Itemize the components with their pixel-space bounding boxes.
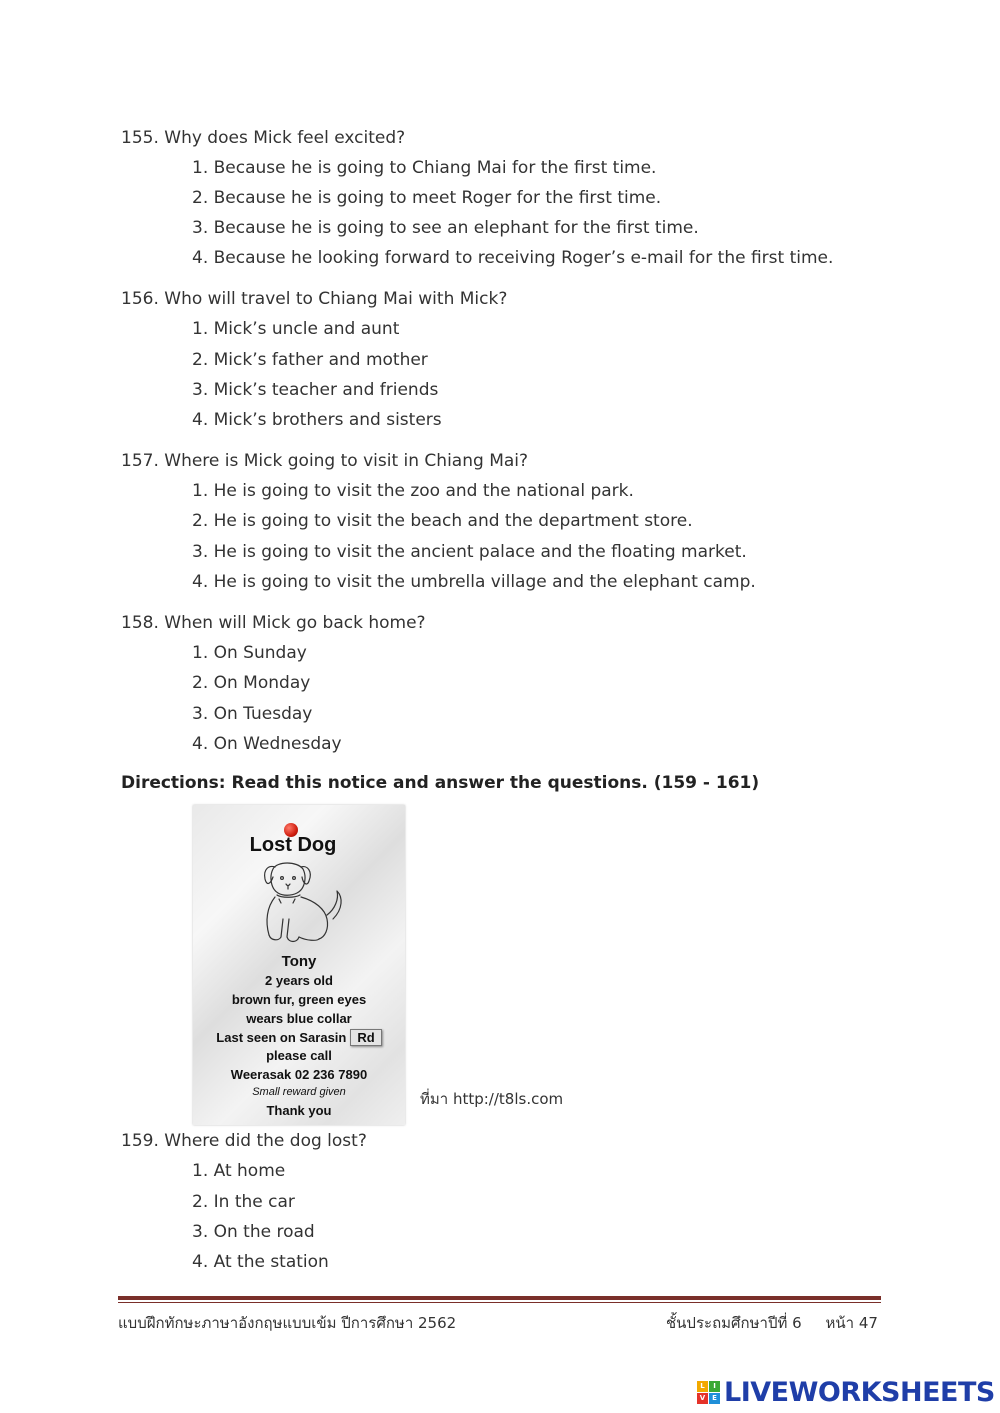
liveworksheets-brand xyxy=(697,1376,995,1408)
q158-option-2: 2. On Monday xyxy=(192,673,311,693)
q159-option-2: 2. In the car xyxy=(192,1192,295,1212)
brand-name: LIVEWORKSHEETS xyxy=(724,1376,995,1408)
liveworksheets-logo-icon xyxy=(697,1381,720,1404)
directions: Directions: Read this notice and answer the questions. (159 - 161) xyxy=(121,773,760,793)
q157-option-1: 1. He is going to visit the zoo and the national park. xyxy=(192,481,634,501)
q158-option-1: 1. On Sunday xyxy=(192,643,307,663)
dog-age: 2 years old xyxy=(265,973,333,988)
footer-divider-thin xyxy=(118,1302,881,1303)
last-seen-text: Last seen on Sarasin xyxy=(216,1030,347,1045)
notice-title: Lost Dog xyxy=(249,834,337,856)
question-157: 157. Where is Mick going to visit in Chiang Mai? xyxy=(121,451,529,471)
q158-option-3: 3. On Tuesday xyxy=(192,704,313,724)
q156-option-3: 3. Mick’s teacher and friends xyxy=(192,380,439,400)
q156-option-1: 1. Mick’s uncle and aunt xyxy=(192,319,400,339)
dog-drawing-icon xyxy=(253,859,353,949)
q155-option-3: 3. Because he is going to see an elephant for the first time. xyxy=(192,218,699,238)
footer-title: แบบฝึกทักษะภาษาอังกฤษแบบเข้ม ปีการศึกษา 2562 xyxy=(118,1314,457,1332)
last-seen-line xyxy=(193,1029,405,1046)
question-159: 159. Where did the dog lost? xyxy=(121,1131,367,1151)
footer-divider xyxy=(118,1296,881,1300)
question-155: 155. Why does Mick feel excited? xyxy=(121,128,406,148)
footer-page-info: ชั้นประถมศึกษาปีที่ 6 หน้า 47 xyxy=(666,1314,878,1332)
contact-info: Weerasak 02 236 7890 xyxy=(230,1067,368,1082)
thank-you: Thank you xyxy=(266,1103,332,1118)
q155-option-4: 4. Because he looking forward to receiving Roger’s e-mail for the first time. xyxy=(192,248,834,268)
q157-option-2: 2. He is going to visit the beach and the department store. xyxy=(192,511,693,531)
q159-option-1: 1. At home xyxy=(192,1161,286,1181)
dog-name: Tony xyxy=(281,953,317,970)
question-158: 158. When will Mick go back home? xyxy=(121,613,426,633)
q156-option-4: 4. Mick’s brothers and sisters xyxy=(192,410,442,430)
q157-option-3: 3. He is going to visit the ancient palace and the floating market. xyxy=(192,542,747,562)
road-label: Rd xyxy=(350,1029,381,1046)
q157-option-4: 4. He is going to visit the umbrella village and the elephant camp. xyxy=(192,572,756,592)
q155-option-1: 1. Because he is going to Chiang Mai for the first time. xyxy=(192,158,657,178)
q158-option-4: 4. On Wednesday xyxy=(192,734,342,754)
dog-collar: wears blue collar xyxy=(246,1011,352,1026)
source-credit: ที่มา http://t8ls.com xyxy=(420,1090,564,1108)
logo-letter-l: L xyxy=(697,1381,708,1392)
reward-text: Small reward given xyxy=(252,1086,346,1098)
dog-fur: brown fur, green eyes xyxy=(231,992,367,1007)
please-call: please call xyxy=(266,1048,332,1063)
q156-option-2: 2. Mick’s father and mother xyxy=(192,350,428,370)
q159-option-3: 3. On the road xyxy=(192,1222,315,1242)
lost-dog-notice xyxy=(193,805,405,1125)
logo-letter-i: I xyxy=(709,1381,720,1392)
q159-option-4: 4. At the station xyxy=(192,1252,329,1272)
logo-letter-v: V xyxy=(697,1393,708,1404)
q155-option-2: 2. Because he is going to meet Roger for the first time. xyxy=(192,188,662,208)
question-156: 156. Who will travel to Chiang Mai with Mick? xyxy=(121,289,508,309)
logo-letter-e: E xyxy=(709,1393,720,1404)
